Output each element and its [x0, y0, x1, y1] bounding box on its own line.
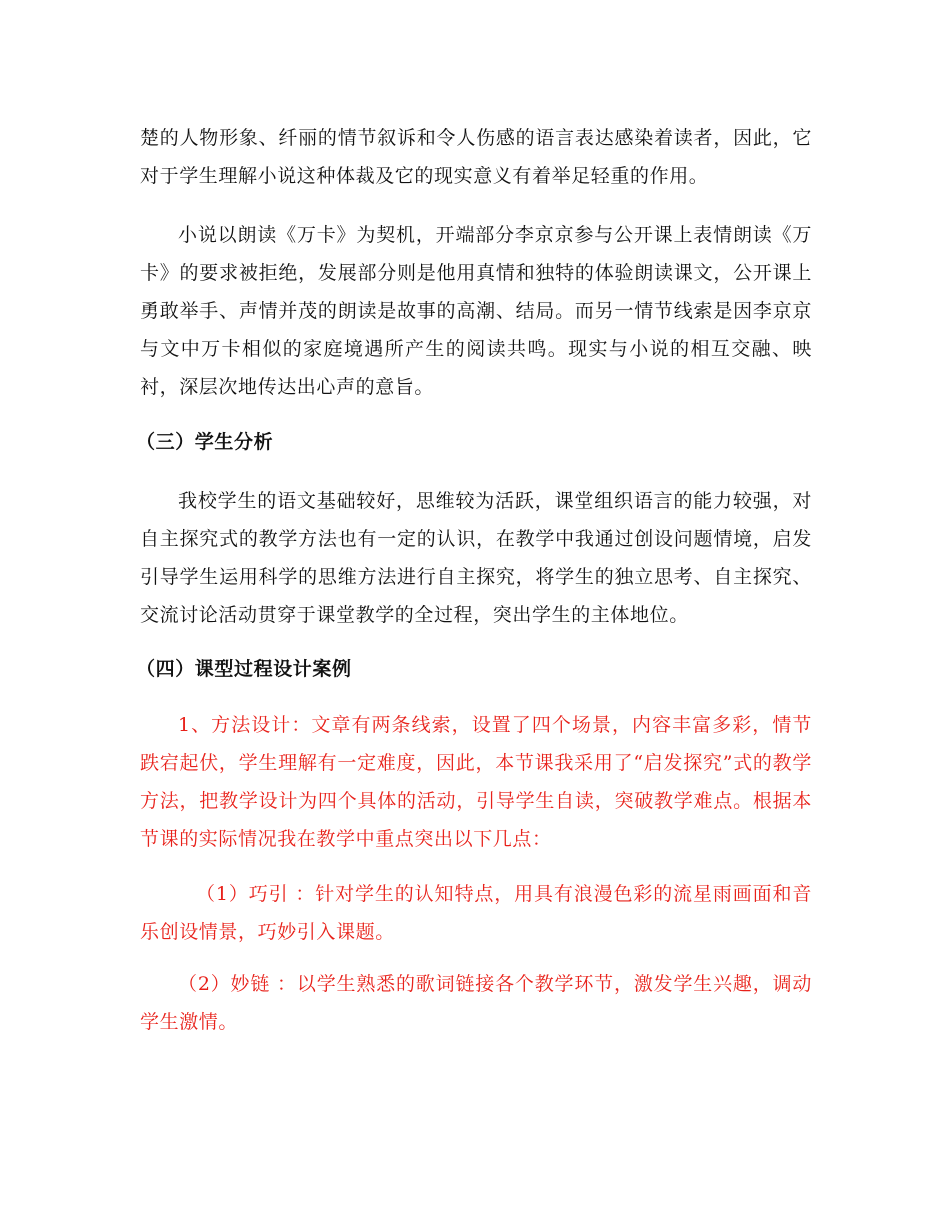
paragraph-plot-summary: 小说以朗读《万卡》为契机，开端部分李京京参与公开课上表情朗读《万卡》的要求被拒绝，发展部分则是他用真情和独特的体验朗读课文，公开课上勇敢举手、声情并茂的朗读是故事的高潮、结局。而另一情节线索是因李京京与文中万卡相似的家庭境遇所产生的阅读共鸣。现实与小说的相互交融、映衬，深层次地传达出心声的意旨。 [140, 224, 812, 398]
section-heading-lesson-design: （四）课型过程设计案例 [136, 658, 352, 680]
paragraph-method-design: 1、方法设计：文章有两条线索，设置了四个场景，内容丰富多彩，情节跌宕起伏，学生理解有一定难度，因此，本节课我采用了“启发探究”式的教学方法，把教学设计为四个具体的活动，引导学生自读，突破教学难点。根据本节课的实际情况我在教学中重点突出以下几点： [140, 714, 812, 850]
section-heading-student-analysis: （三）学生分析 [136, 431, 274, 453]
paragraph-point-miaolian: （2）妙链 ：以学生熟悉的歌词链接各个教学环节，激发学生兴趣，调动学生激情。 [140, 973, 812, 1033]
paragraph-student-analysis: 我校学生的语文基础较好，思维较为活跃，课堂组织语言的能力较强，对自主探究式的教学方法也有一定的认识，在教学中我通过创设问题情境，启发引导学生运用科学的思维方法进行自主探究，将学生的独立思考、自主探究、交流讨论活动贯穿于课堂教学的全过程，突出学生的主体地位。 [140, 490, 812, 626]
paragraph-story-intro-end: 楚的人物形象、纤丽的情节叙诉和令人伤感的语言表达感染着读者，因此，它对于学生理解小说这种体裁及它的现实意义有着举足轻重的作用。 [140, 127, 812, 187]
paragraph-point-qiaoyin: （1）巧引 ：针对学生的认知特点，用具有浪漫色彩的流星雨画面和音乐创设情景，巧妙引入课题。 [140, 883, 812, 943]
